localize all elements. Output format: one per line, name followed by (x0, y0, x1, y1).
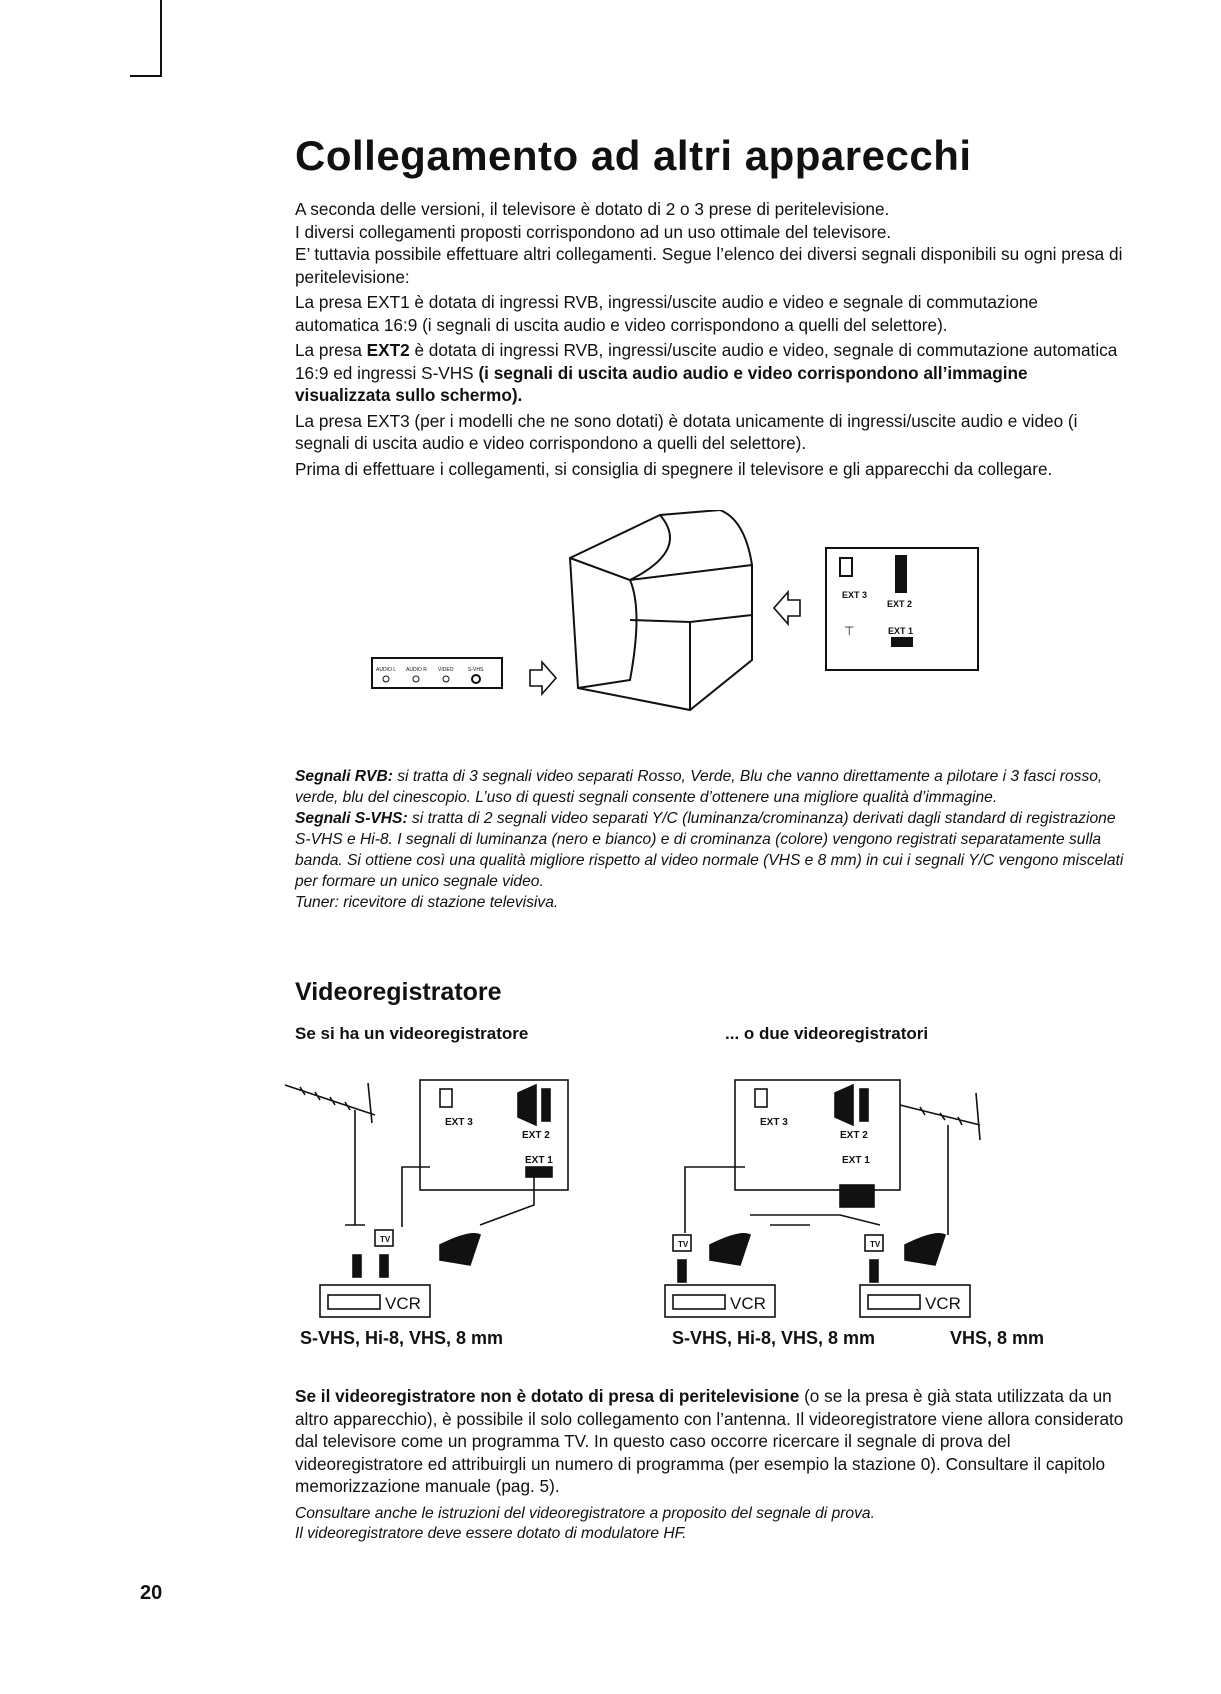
note-rvb-text: si tratta di 3 segnali video separati Rosso, Verde, Blu che vanno direttamente a pilotare i 3 fasci rosso, verde, blu del cinescopio. L’uso di questi segnali consente d’ottenere una migliore qualità d’immagine. (295, 768, 1103, 806)
ext2-left: EXT 2 (522, 1130, 550, 1141)
antenna-only-paragraph (295, 1385, 1125, 1498)
ext1-label: EXT 1 (888, 626, 914, 636)
intro-text (295, 198, 1125, 483)
signal-notes (295, 766, 1125, 913)
ext2-label: EXT 2 (887, 599, 913, 609)
antenna-socket-icon: ⊤ (844, 624, 855, 638)
intro-line-1: A seconda delle versioni, il televisore è dotato di 2 o 3 prese di peritelevisione. (295, 199, 890, 219)
ext1-middle: EXT 1 (842, 1155, 870, 1166)
arrow-right-icon (530, 662, 556, 694)
subheading-one-vcr: Se si ha un videoregistratore (295, 1024, 529, 1043)
caption-middle: S-VHS, Hi-8, VHS, 8 mm (672, 1328, 876, 1348)
vcr-italic-notes (295, 1504, 1125, 1545)
ext2-bold: (i segnali di uscita audio audio e video corrispondono all’immagine visualizzata sullo schermo). (295, 362, 1028, 405)
tv-body-outline (570, 510, 752, 710)
intro-paragraph (295, 198, 1125, 288)
front-label-audio-r: AUDIO R (406, 667, 427, 673)
antenna-left-icon (285, 1083, 375, 1123)
note-svhs-text: si tratta di 2 segnali video separati Y/C (luminanza/crominanza) derivati dagli standard di registrazione S-VHS e Hi-8. I segnali di luminanza (nero e bianco) e di crominanza (colore) vengono registrati separatamente sulla banda. Si ottiene così una qualità migliore rispetto al video normale (VHS e 8 mm) in cui i segnali Y/C vengono miscelati per formare un unico segnale video. (295, 810, 1124, 890)
ext1-paragraph: La presa EXT1 è dotata di ingressi RVB, ingressi/uscite audio e video e segnale di commutazione automatica 16:9 (i segnali di uscita audio e video corrispondono a quelli del selettore). (295, 292, 1038, 335)
ext2-pre: La presa (295, 340, 367, 360)
tv-label-middle: TV (678, 1240, 689, 1249)
ext1-left: EXT 1 (525, 1155, 553, 1166)
italic-note-2: Il videoregistratore deve essere dotato di modulatore HF. (295, 1525, 687, 1542)
front-label-svhs: S-VHS (468, 667, 484, 673)
page-number: 20 (140, 1582, 163, 1604)
ext3-paragraph: La presa EXT3 (per i modelli che ne sono dotati) è dotata unicamente di ingressi/uscite audio e video (i segnali di uscita audio e video corrispondono a quelli del selettore). (295, 410, 1078, 453)
tv-label-right: TV (870, 1240, 881, 1249)
vcr-connection-diagram (280, 1075, 1060, 1320)
note-svhs (295, 808, 1125, 892)
rear-panel-middle (735, 1080, 900, 1190)
antenna-only-text: (o se la presa è già stata utilizzata da un altro apparecchio), è possibile il solo collegamento con l’antenna. Il videoregistratore viene allora considerato dal televisore come un programma TV. In questo caso occorre ricercare il segnale di prova del videoregistratore ed attribuirgli un numero di programma (per esempio la stazione 0). Consultare il capitolo memorizzazione manuale (pag. 5). (295, 1386, 1124, 1496)
ext3-left: EXT 3 (445, 1117, 473, 1128)
note-svhs-label: Segnali S-VHS: (295, 810, 408, 827)
antenna-right-icon (900, 1093, 980, 1140)
antenna-only-section (295, 1385, 1125, 1545)
ext2-paragraph (295, 339, 1125, 407)
italic-note-1: Consultare anche le istruzioni del videoregistratore a proposito del segnale di prova. (295, 1504, 875, 1522)
vcr-label-right: VCR (925, 1294, 961, 1313)
caption-right: VHS, 8 mm (950, 1328, 1045, 1348)
ext2-label: EXT2 (366, 340, 410, 360)
subheading-two-vcr: ... o due videoregistratori (725, 1024, 929, 1043)
note-rvb (295, 766, 1125, 808)
page-title: Collegamento ad altri apparecchi (295, 132, 972, 179)
front-label-video: VIDEO (438, 667, 454, 673)
tv-connections-figure (360, 510, 1040, 750)
ext2-middle: EXT 2 (840, 1130, 868, 1141)
crop-mark-vertical (160, 0, 162, 77)
intro-line-2: I diversi collegamenti proposti corrispondono ad un uso ottimale del televisore. (295, 221, 892, 242)
crop-mark-horizontal (130, 75, 162, 77)
note-tuner-label: Tuner: (295, 894, 339, 911)
ext3-label: EXT 3 (842, 590, 868, 600)
section-title: Videoregistratore (295, 978, 502, 1006)
front-panel (372, 658, 502, 688)
arrow-left-icon (774, 592, 800, 624)
ext2-mid: è dotata di ingressi RVB, ingressi/uscite audio e video, segnale di commutazione automatica 16:9 ed ingressi S-VHS (295, 340, 1118, 383)
tv-label-left: TV (380, 1235, 391, 1244)
antenna-only-bold: Se il videoregistratore non è dotato di presa di peritelevisione (295, 1386, 800, 1406)
note-tuner (295, 892, 1125, 913)
caption-left: S-VHS, Hi-8, VHS, 8 mm (300, 1328, 504, 1348)
note-tuner-text: ricevitore di stazione televisiva. (338, 894, 559, 911)
vcr-label-left: VCR (385, 1294, 421, 1313)
ext3-middle: EXT 3 (760, 1117, 788, 1128)
note-rvb-label: Segnali RVB: (295, 768, 393, 785)
front-label-audio-l: AUDIO L (376, 667, 397, 673)
warning-paragraph: Prima di effettuare i collegamenti, si consiglia di spegnere il televisore e gli apparecchi da collegare. (295, 458, 1053, 479)
vcr-label-middle: VCR (730, 1294, 766, 1313)
intro-line-3: E’ tuttavia possibile effettuare altri collegamenti. Segue l’elenco dei diversi segnali disponibili su ogni presa di peritelevisione: (295, 244, 1123, 287)
